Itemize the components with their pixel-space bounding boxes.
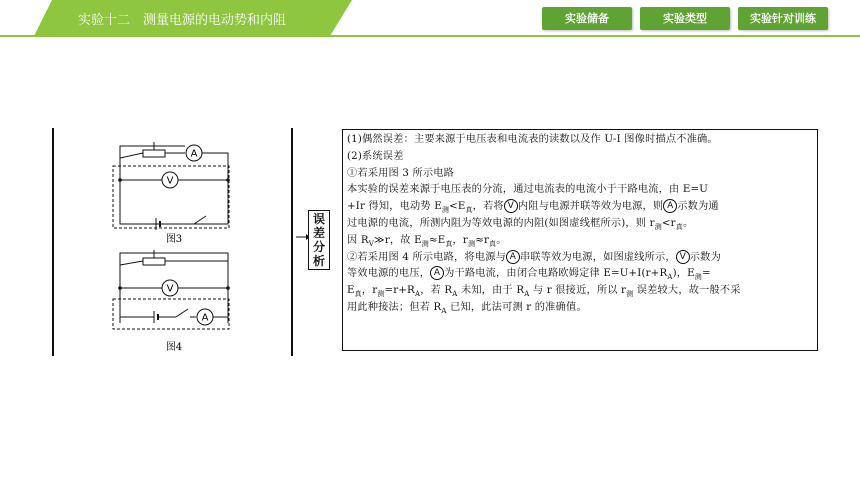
text-line: 本实验的误差来源于电压表的分流，通过电流表的电流小于干路电流，由 E=U bbox=[347, 184, 708, 196]
label-char: 分 bbox=[312, 240, 325, 254]
ammeter-symbol: A bbox=[430, 266, 444, 280]
text-line: ①若采用图 3 所示电路 bbox=[347, 167, 455, 179]
text-line: 因 $R_V≫r$，故 $E_测\approx E_真$，$r_测\approx r_真$。 bbox=[347, 234, 507, 248]
text-line: ②若采用图 4 所示电路，将电源与 A 串联等效为电源，如图虚线所示， V 示数为 bbox=[347, 251, 721, 263]
text-line: (2)系统误差 bbox=[347, 150, 404, 162]
middle-divider bbox=[291, 128, 293, 356]
figure-3-caption: 图3 bbox=[165, 234, 183, 245]
ammeter-label: A bbox=[201, 312, 209, 324]
left-divider bbox=[52, 128, 54, 356]
label-char: 误 bbox=[312, 212, 325, 226]
text-line: 等效电源的电压， A 为干路电流，由闭合电路欧姆定律 $E=U+I(r+R_A)$，$E_测=$ bbox=[347, 268, 711, 282]
figure-4-caption: 图4 bbox=[165, 342, 183, 353]
error-analysis-label bbox=[308, 210, 330, 270]
header-bar bbox=[0, 0, 860, 36]
tab-targeted-training[interactable]: 实验针对训练 bbox=[738, 7, 828, 30]
circuit-figure-4 bbox=[110, 245, 240, 360]
tab-experiment-types[interactable]: 实验类型 bbox=[640, 7, 730, 30]
tab-experiment-prep[interactable]: 实验储备 bbox=[542, 7, 632, 30]
voltmeter-symbol: V bbox=[504, 199, 518, 213]
ammeter-label: A bbox=[190, 148, 198, 160]
text-line: $E_真$，$r_测=r+R_A$，若 $R_A$ 未知，由于 $R_A$ 与 r 很接近，所以 $r_测$ 误差较大，故一般不采 bbox=[347, 285, 741, 299]
page-title: 实验十二 测量电源的电动势和内阻 bbox=[78, 13, 287, 28]
text-line: +Ir 得知，电动势 $E_测<E_真$，若将 V 内阻与电源并联等效为电源，则 A 示数为通 bbox=[347, 201, 719, 215]
text-line: (1)偶然误差：主要来源于电压表和电流表的读数以及作 U-I 图像时描点不准确。 bbox=[347, 134, 718, 145]
ammeter-symbol: A bbox=[663, 199, 677, 213]
header-divider bbox=[0, 35, 860, 37]
text-line: 过电源的电流，所测内阻为等效电源的内阻(如图虚线框所示)，则 $r_测<r_真$。 bbox=[347, 217, 694, 232]
rheostat-icon bbox=[143, 258, 165, 265]
voltmeter-symbol: V bbox=[676, 250, 690, 264]
error-analysis-textbox bbox=[342, 129, 818, 351]
ammeter-symbol: A bbox=[506, 250, 520, 264]
text-line: 用此种接法；但若 $R_A$ 已知，此法可测 r 的准确值。 bbox=[347, 301, 587, 315]
voltmeter-label: V bbox=[166, 175, 174, 187]
voltmeter-label: V bbox=[166, 283, 174, 295]
rheostat-icon bbox=[143, 150, 165, 157]
label-char: 析 bbox=[312, 254, 325, 268]
circuit-figure-3 bbox=[110, 136, 240, 246]
label-char: 差 bbox=[312, 226, 325, 240]
